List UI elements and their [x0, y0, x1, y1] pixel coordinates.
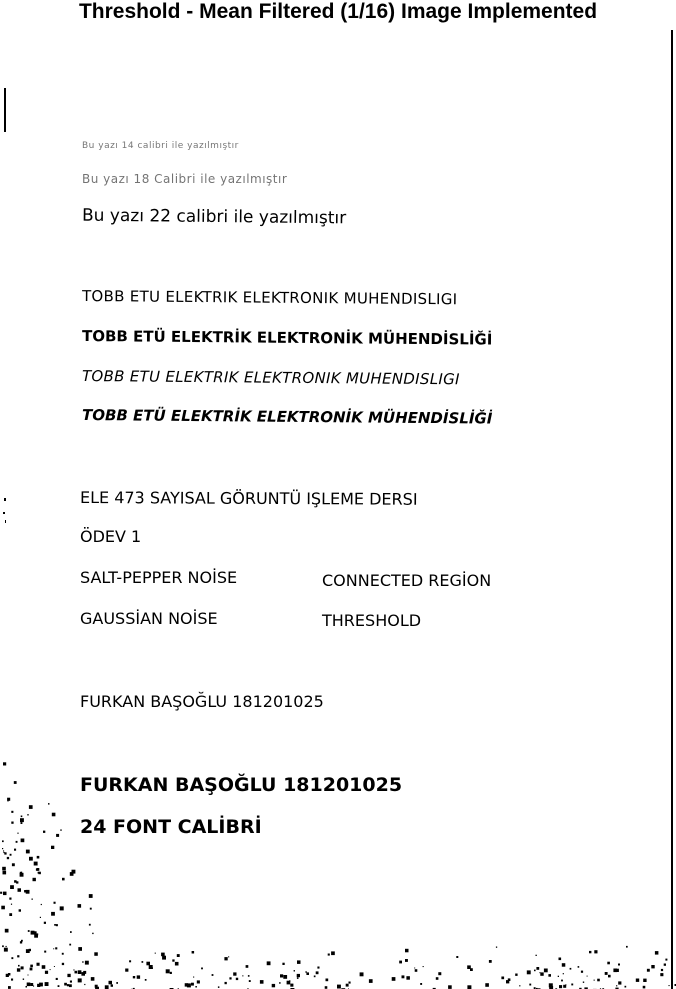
noise-speck [559, 958, 562, 961]
noise-speck [571, 984, 573, 986]
noise-speck [11, 822, 13, 824]
noise-speck [197, 980, 200, 983]
noise-speck [587, 976, 588, 977]
noise-speck [105, 985, 109, 989]
noise-speck [82, 961, 83, 962]
noise-speck [636, 979, 639, 982]
noise-speck [191, 983, 194, 986]
noise-speck [37, 856, 40, 859]
noise-speck [62, 878, 65, 881]
noise-speck [29, 949, 31, 951]
noise-speck [69, 944, 71, 946]
noise-speck [562, 963, 566, 967]
noise-speck [9, 913, 12, 916]
noise-speck [44, 922, 46, 924]
noise-speck [11, 979, 13, 981]
noise-speck [18, 888, 22, 892]
noise-speck [360, 972, 364, 976]
noise-speck [8, 973, 10, 976]
noise-speck [236, 978, 238, 980]
noise-speck [50, 969, 51, 970]
left-speckle [3, 498, 6, 523]
noise-speck [75, 971, 78, 974]
noise-speck [45, 971, 48, 974]
noise-speck [272, 984, 275, 987]
noise-speck [175, 962, 179, 966]
noise-speck [60, 906, 64, 910]
noise-speck [316, 971, 319, 974]
topic-connected-region: CONNECTED REGİON [322, 571, 492, 590]
topic-gaussian: GAUSSİAN NOİSE [80, 609, 218, 628]
noise-speck [496, 947, 497, 948]
noise-speck [70, 931, 72, 933]
noise-speck [224, 957, 227, 960]
noise-speck [438, 972, 441, 975]
noise-speck [578, 966, 580, 968]
noise-speck [405, 959, 408, 962]
noise-speck [109, 981, 113, 985]
noise-speck [133, 976, 135, 978]
noise-speck [195, 986, 197, 988]
noise-speck [48, 803, 50, 805]
noise-speck [142, 961, 144, 963]
noise-speck [233, 972, 236, 975]
noise-speck [54, 902, 56, 904]
noise-speck [369, 979, 373, 983]
noise-speck [18, 965, 20, 967]
noise-speck [618, 964, 620, 966]
noise-speck [172, 959, 174, 961]
noise-speck [317, 967, 319, 969]
noise-speck [67, 974, 70, 977]
noise-speck [515, 974, 517, 976]
noise-speck [72, 870, 76, 874]
noise-speck [326, 979, 329, 982]
noise-speck [337, 985, 341, 989]
noise-speck [78, 904, 82, 908]
noise-speck [33, 931, 36, 934]
noise-speck [306, 972, 309, 975]
noise-speck [152, 967, 153, 968]
noise-speck [279, 982, 281, 984]
noise-speck [325, 986, 328, 989]
noise-speck [52, 813, 56, 817]
noise-speck [589, 951, 591, 953]
noise-speck [81, 972, 85, 976]
noise-speck [41, 904, 42, 905]
noise-speck [11, 811, 13, 813]
noise-speck [34, 862, 38, 866]
noise-speck [6, 946, 7, 947]
noise-speck [51, 846, 54, 849]
noise-speck [9, 898, 11, 900]
noise-speck [290, 984, 293, 987]
noise-speck [56, 978, 58, 980]
noise-speck [508, 978, 511, 981]
noise-speck [51, 912, 55, 916]
noise-speck [467, 985, 471, 989]
noise-speck [392, 977, 396, 981]
noise-speck [346, 984, 349, 987]
noise-speck [62, 953, 64, 955]
noise-speck [60, 829, 61, 830]
noise-speck [643, 986, 646, 989]
line-22pt: Bu yazı 22 calibri ile yazılmıştır [81, 205, 347, 229]
noise-speck [415, 969, 418, 972]
noise-speck [29, 805, 33, 809]
noise-speck [651, 965, 654, 968]
noise-speck [146, 962, 150, 966]
noise-speck [539, 972, 540, 973]
noise-speck [618, 981, 621, 984]
noise-speck [89, 924, 91, 926]
noise-speck [399, 961, 402, 964]
noise-speck [655, 951, 659, 955]
noise-speck [30, 968, 33, 971]
noise-speck [90, 908, 92, 910]
noise-speck [161, 953, 165, 957]
noise-speck [583, 982, 584, 983]
noise-speck [420, 983, 422, 985]
noise-speck [594, 980, 595, 981]
font-note: 24 FONT CALİBRİ [80, 816, 262, 838]
noise-speck [58, 985, 60, 987]
noise-speck [563, 973, 564, 974]
noise-speck [3, 762, 6, 765]
noise-speck [242, 975, 243, 976]
noise-speck [643, 979, 646, 982]
noise-speck [201, 968, 203, 970]
noise-speck [170, 972, 172, 974]
noise-speck [2, 848, 3, 849]
tobb-regular: TOBB ETU ELEKTRIK ELEKTRONIK MUHENDISLIGI [81, 287, 458, 309]
noise-speck [20, 818, 24, 822]
noise-speck [177, 954, 180, 957]
noise-speck [246, 965, 249, 968]
noise-speck [12, 863, 15, 866]
noise-speck [30, 965, 33, 968]
noise-speck [26, 986, 28, 988]
topic-threshold: THRESHOLD [322, 611, 422, 630]
noise-speck [423, 966, 424, 967]
noise-speck [527, 970, 531, 974]
noise-speck [402, 975, 405, 978]
noise-speck [17, 968, 20, 971]
noise-speck [297, 974, 300, 977]
noise-speck [145, 979, 147, 981]
noise-speck [607, 962, 610, 965]
noise-speck [349, 982, 351, 984]
noise-speck [38, 872, 41, 875]
noise-speck [21, 839, 25, 843]
noise-speck [45, 982, 49, 986]
noise-speck [10, 885, 14, 889]
noise-speck [305, 971, 306, 972]
noise-speck [53, 948, 54, 949]
tobb-bold-italic: TOBB ETÜ ELEKTRİK ELEKTRONİK MÜHENDİSLİĞİ [81, 406, 493, 428]
noise-speck [92, 933, 93, 934]
noise-speck [406, 976, 410, 980]
noise-speck [283, 975, 287, 979]
noise-speck [536, 955, 537, 956]
noise-speck [91, 977, 95, 981]
noise-speck [55, 947, 57, 949]
noise-speck [19, 909, 21, 911]
noise-speck [89, 894, 93, 898]
noise-speck [7, 800, 8, 801]
noise-speck [67, 984, 69, 986]
noise-speck [294, 970, 295, 971]
noise-speck [613, 969, 617, 973]
noise-speck [69, 984, 72, 987]
noise-speck [32, 899, 33, 900]
noise-speck [225, 982, 227, 984]
author-small: FURKAN BAŞOĞLU 181201025 [80, 692, 324, 711]
noise-speck [534, 970, 536, 972]
noise-speck [26, 850, 30, 854]
noise-speck [5, 929, 9, 933]
noise-speck [7, 857, 9, 859]
noise-speck [558, 976, 559, 977]
noise-speck [331, 951, 335, 955]
noise-speck [608, 975, 611, 978]
line-14pt: Bu yazı 14 calibri ile yazılmıştır [82, 141, 239, 151]
noise-speck [297, 977, 299, 979]
noise-speck [27, 814, 28, 815]
noise-speck [218, 986, 220, 988]
noise-speck [3, 871, 7, 875]
noise-speck [78, 947, 82, 951]
noise-speck [4, 852, 6, 854]
noise-speck [64, 983, 67, 986]
noise-speck [229, 977, 231, 979]
noise-speck [36, 869, 38, 871]
noise-speck [78, 978, 82, 982]
noise-speck [62, 963, 64, 965]
noise-speck [536, 967, 539, 970]
noise-speck [54, 966, 55, 967]
noise-speck [626, 946, 628, 948]
noise-speck [212, 974, 214, 976]
noise-speck [280, 974, 283, 977]
noise-speck [529, 984, 531, 986]
noise-speck [43, 831, 45, 833]
noise-speck [14, 849, 16, 851]
noise-speck [3, 852, 4, 853]
noise-speck [28, 975, 29, 976]
noise-speck [544, 969, 548, 973]
noise-speck [54, 924, 56, 926]
course-title: ELE 473 SAYISAL GÖRUNTÜ IŞLEME DERSI [79, 488, 418, 509]
noise-speck [3, 850, 4, 851]
noise-speck [17, 955, 19, 957]
noise-speck [21, 816, 23, 818]
noise-speck [37, 963, 40, 966]
noise-speck [85, 961, 89, 965]
noise-speck [116, 982, 118, 984]
noise-speck [489, 960, 492, 963]
noise-speck [129, 960, 131, 962]
noise-speck [166, 969, 170, 973]
noise-speck [21, 822, 23, 824]
figure-title: Threshold - Mean Filtered (1/16) Image Implemented [78, 0, 598, 23]
noise-speck [20, 872, 22, 874]
noise-speck [16, 841, 18, 843]
noise-speck [11, 904, 12, 905]
noise-speck [137, 975, 140, 978]
noise-speck [4, 948, 8, 952]
noise-speck [625, 986, 627, 988]
noise-speck [42, 965, 46, 969]
noise-speck [26, 890, 30, 894]
noise-speck [549, 983, 553, 987]
noise-speck [597, 979, 600, 982]
noise-speck [155, 953, 156, 954]
noise-speck [2, 840, 4, 842]
noise-speck [467, 965, 471, 969]
noise-speck [187, 983, 191, 987]
noise-speck [37, 984, 40, 987]
noise-speck [669, 985, 670, 986]
noise-speck [94, 952, 98, 956]
noise-speck [14, 781, 17, 784]
noise-speck [0, 892, 2, 894]
noise-speck [249, 980, 251, 982]
noise-speck [565, 984, 566, 985]
noise-speck [125, 969, 128, 972]
noise-speck [328, 954, 330, 956]
noise-speck [664, 964, 666, 966]
noise-speck [248, 975, 250, 977]
noise-speck [314, 976, 316, 978]
noise-speck [84, 984, 85, 985]
noise-speck [561, 980, 563, 982]
noise-speck [2, 867, 6, 871]
noise-speck [540, 972, 543, 975]
noise-speck [448, 985, 452, 989]
noise-speck [3, 892, 7, 896]
noise-speck [260, 980, 264, 984]
noise-speck [17, 833, 18, 834]
noise-speck [56, 924, 58, 926]
noise-speck [1, 906, 5, 910]
noise-speck [73, 969, 74, 970]
noise-speck [405, 949, 409, 953]
topic-salt-pepper: SALT-PEPPER NOİSE [80, 568, 238, 587]
noise-speck [2, 945, 4, 947]
noise-speck [436, 977, 439, 980]
noise-speck [11, 957, 13, 959]
noise-speck [661, 969, 663, 971]
noise-speck [485, 983, 489, 987]
noise-speck [267, 961, 271, 965]
noise-speck [44, 951, 46, 953]
noise-speck [456, 956, 458, 958]
noise-speck [287, 981, 291, 985]
noise-speck [16, 881, 18, 883]
noise-speck [27, 983, 31, 987]
noise-speck [605, 972, 608, 975]
line-18pt: Bu yazı 18 Calibri ile yazılmıştır [82, 172, 288, 186]
noise-speck [23, 979, 24, 980]
bottom-left-shadow [0, 762, 676, 989]
noise-speck [193, 977, 194, 978]
noise-speck [559, 985, 562, 988]
noise-speck [33, 878, 36, 881]
noise-speck [660, 973, 663, 976]
homework-label: ÖDEV 1 [80, 527, 142, 546]
noise-speck [78, 970, 82, 974]
noise-speck [162, 956, 166, 960]
noise-speck [665, 959, 667, 961]
tobb-italic: TOBB ETU ELEKTRIK ELEKTRONIK MUHENDISLIGI [81, 367, 460, 389]
noise-speck [282, 963, 284, 965]
noise-speck [10, 854, 12, 856]
noise-speck [519, 985, 520, 986]
noise-speck [30, 983, 33, 986]
tobb-bold: TOBB ETÜ ELEKTRİK ELEKTRONİK MÜHENDİSLİĞİ [81, 327, 493, 349]
noise-speck [28, 930, 30, 932]
noise-speck [111, 984, 113, 986]
noise-speck [594, 950, 597, 953]
noise-speck [414, 968, 415, 969]
noise-speck [616, 985, 617, 986]
noise-speck [570, 968, 572, 970]
noise-speck [8, 986, 11, 989]
noise-speck [21, 966, 24, 969]
noise-speck [20, 941, 22, 943]
noise-speck [297, 960, 301, 964]
author-large: FURKAN BAŞOĞLU 181201025 [80, 774, 403, 796]
noise-speck [548, 974, 551, 977]
noise-speck [647, 969, 650, 972]
noise-speck [29, 857, 33, 861]
noise-speck [192, 951, 195, 954]
noise-speck [40, 917, 41, 918]
noise-speck [581, 971, 583, 973]
noise-speck [228, 956, 229, 957]
noise-speck [56, 834, 59, 837]
noise-speck [70, 981, 72, 983]
noise-speck [501, 977, 504, 980]
